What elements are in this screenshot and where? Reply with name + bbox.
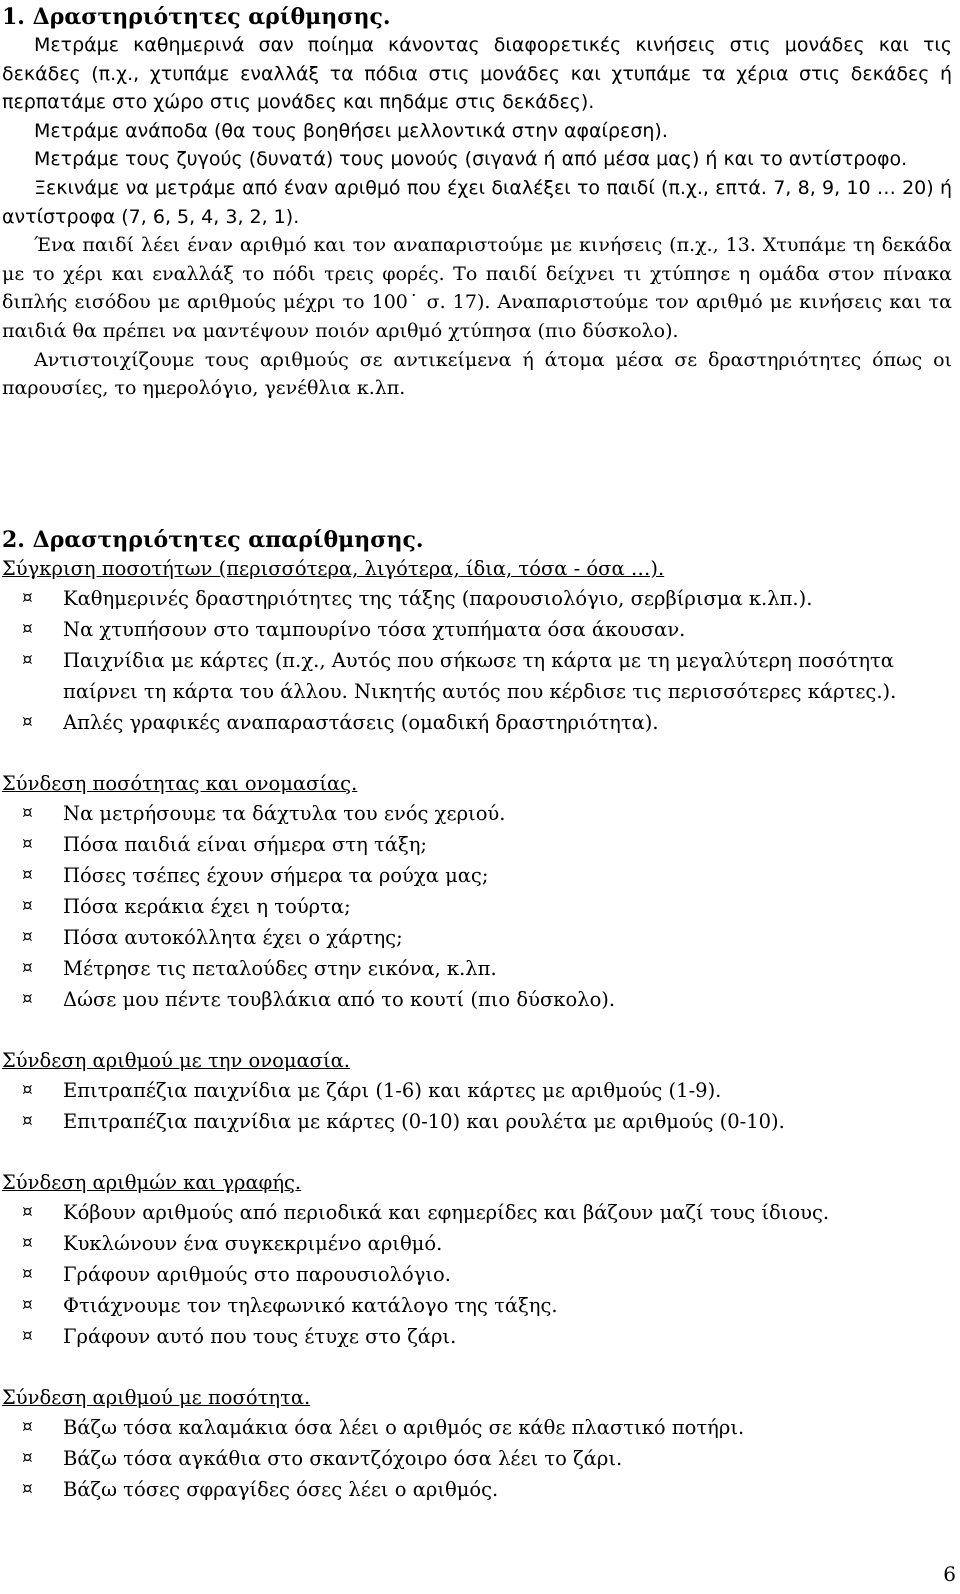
paragraph: Μετράμε ανάποδα (θα τους βοηθήσει μελλοντικά στην αφαίρεση). — [34, 119, 668, 142]
list-item — [2, 1075, 952, 1106]
bullet-icon: ¤ — [22, 1448, 33, 1468]
section-enumeration — [2, 527, 952, 1505]
paragraph: Μετράμε καθημερινά σαν ποίημα κάνοντας διαφορετικές κινήσεις στις μονάδες και τις δεκάδες (π.χ., χτυπάμε εναλλάξ τα πόδια στις μονάδες και χτυπάμε τα χέρια στις δεκάδες ή περπατάμε στο χώρο στις μονάδες και πηδάμε στις δεκάδες). — [2, 34, 952, 114]
list-item — [2, 1197, 952, 1228]
bullet-icon: ¤ — [22, 650, 33, 670]
list-item — [2, 798, 952, 829]
section-heading: 1. Δραστηριότητες αρίθμησης. — [2, 4, 391, 30]
bullet-icon: ¤ — [22, 1264, 33, 1284]
spacer — [2, 738, 952, 769]
list-item — [2, 860, 952, 891]
bullet-icon: ¤ — [22, 1233, 33, 1253]
list-item-text: Δώσε μου πέντε τουβλάκια από το κουτί (πιο δύσκολο). — [63, 988, 616, 1011]
list-item-text: Μέτρησε τις πεταλούδες στην εικόνα, κ.λπ. — [63, 957, 497, 980]
bullet-icon: ¤ — [22, 1111, 33, 1131]
list-item-text: Κυκλώνουν ένα συγκεκριμένο αριθμό. — [63, 1232, 443, 1255]
list-item-text: Να χτυπήσουν στο ταμπουρίνο τόσα χτυπήματα όσα άκουσαν. — [63, 618, 686, 641]
bullet-icon: ¤ — [22, 865, 33, 885]
bullet-icon: ¤ — [22, 896, 33, 916]
subsection-title: Σύνδεση ποσότητας και ονομασίας. — [2, 772, 358, 795]
list-item — [2, 645, 952, 707]
bullet-icon: ¤ — [22, 1295, 33, 1315]
bullet-icon: ¤ — [22, 927, 33, 947]
list-item — [2, 984, 952, 1015]
bullet-icon: ¤ — [22, 1417, 33, 1437]
list-item-text: Φτιάχνουμε τον τηλεφωνικό κατάλογο της τάξης. — [63, 1294, 558, 1317]
bullet-icon: ¤ — [22, 803, 33, 823]
bullet-icon: ¤ — [22, 1479, 33, 1499]
bullet-list — [2, 1075, 952, 1137]
bullet-list — [2, 1412, 952, 1505]
list-item — [2, 1474, 952, 1505]
section-counting — [2, 4, 952, 403]
list-item — [2, 829, 952, 860]
bullet-icon: ¤ — [22, 588, 33, 608]
list-item-text: Παιχνίδια με κάρτες (π.χ., Αυτός που σήκωσε τη κάρτα με τη μεγαλύτερη ποσότητα παίρνει τη κάρτα του άλλου. Νικητής αυτός που κέρδισε τις περισσότερες κάρτες.). — [63, 649, 897, 703]
bullet-icon: ¤ — [22, 1202, 33, 1222]
list-item-text: Καθημερινές δραστηριότητες της τάξης (παρουσιολόγιο, σερβίρισμα κ.λπ.). — [63, 587, 813, 610]
spacer — [2, 1352, 952, 1383]
bullet-icon: ¤ — [22, 712, 33, 732]
bullet-list — [2, 583, 952, 738]
list-item-text: Απλές γραφικές αναπαραστάσεις (ομαδική δραστηριότητα). — [63, 711, 659, 734]
list-item — [2, 1443, 952, 1474]
list-item-text: Γράφουν αριθμούς στο παρουσιολόγιο. — [63, 1263, 451, 1286]
bullet-list — [2, 1197, 952, 1352]
bullet-icon: ¤ — [22, 958, 33, 978]
list-item-text: Πόσες τσέπες έχουν σήμερα τα ρούχα μας; — [63, 864, 489, 887]
list-item — [2, 583, 952, 614]
list-item — [2, 1290, 952, 1321]
subsection-title: Σύνδεση αριθμού με την ονομασία. — [2, 1049, 351, 1072]
list-item — [2, 707, 952, 738]
list-item-text: Γράφουν αυτό που τους έτυχε στο ζάρι. — [63, 1325, 457, 1348]
bullet-icon: ¤ — [22, 989, 33, 1009]
list-item — [2, 1106, 952, 1137]
page-number: 6 — [943, 1562, 956, 1586]
subsection-title: Σύγκριση ποσοτήτων (περισσότερα, λιγότερα, ίδια, τόσα - όσα …). — [2, 557, 665, 580]
section-heading: 2. Δραστηριότητες απαρίθμησης. — [2, 527, 424, 553]
list-item — [2, 891, 952, 922]
bullet-list — [2, 798, 952, 1015]
list-item-text: Πόσα παιδιά είναι σήμερα στη τάξη; — [63, 833, 427, 856]
list-item-text: Επιτραπέζια παιχνίδια με κάρτες (0-10) και ρουλέτα με αριθμούς (0-10). — [63, 1110, 785, 1133]
subsection-title: Σύνδεση αριθμού με ποσότητα. — [2, 1386, 311, 1409]
list-item-text: Πόσα κεράκια έχει η τούρτα; — [63, 895, 351, 918]
list-item — [2, 1412, 952, 1443]
list-item — [2, 1259, 952, 1290]
paragraph: Μετράμε τους ζυγούς (δυνατά) τους μονούς (σιγανά ή από μέσα μας) ή και το αντίστροφο. — [34, 148, 908, 171]
bullet-icon: ¤ — [22, 619, 33, 639]
paragraph: Ένα παιδί λέει έναν αριθμό και τον αναπαριστούμε με κινήσεις (π.χ., 13. Χτυπάμε τη δεκάδα με το χέρι και εναλλάξ το πόδι τρεις φορές. Το παιδί δείχνει τι χτύπησε η ομάδα στον πίνακα διπλής εισόδου με αριθμούς μέχρι το 100˙ σ. 17). Αναπαριστούμε τον αριθμό με κινήσεις και τα παιδιά θα πρέπει να μαντέψουν ποιόν αριθμό χτύπησα (πιο δύσκολο). — [2, 234, 952, 342]
spacer — [2, 1015, 952, 1046]
list-item-text: Βάζω τόσα καλαμάκια όσα λέει ο αριθμός σε κάθε πλαστικό ποτήρι. — [63, 1416, 745, 1439]
list-item-text: Βάζω τόσες σφραγίδες όσες λέει ο αριθμός. — [63, 1478, 499, 1501]
list-item-text: Βάζω τόσα αγκάθια στο σκαντζόχοιρο όσα λέει το ζάρι. — [63, 1447, 623, 1470]
spacer — [2, 1137, 952, 1168]
list-item-text: Κόβουν αριθμούς από περιοδικά και εφημερίδες και βάζουν μαζί τους ίδιους. — [63, 1201, 830, 1224]
bullet-icon: ¤ — [22, 834, 33, 854]
list-item — [2, 922, 952, 953]
list-item-text: Πόσα αυτοκόλλητα έχει ο χάρτης; — [63, 926, 403, 949]
bullet-icon: ¤ — [22, 1080, 33, 1100]
paragraph: Ξεκινάμε να μετράμε από έναν αριθμό που έχει διαλέξει το παιδί (π.χ., επτά. 7, 8, 9, 10 … 20) ή αντίστροφα (7, 6, 5, 4, 3, 2, 1). — [2, 176, 952, 228]
paragraph: Αντιστοιχίζουμε τους αριθμούς σε αντικείμενα ή άτομα μέσα σε δραστηριότητες όπως οι παρουσίες, το ημερολόγιο, γενέθλια κ.λπ. — [2, 348, 952, 400]
list-item — [2, 1321, 952, 1352]
list-item-text: Επιτραπέζια παιχνίδια με ζάρι (1-6) και κάρτες με αριθμούς (1-9). — [63, 1079, 722, 1102]
list-item-text: Να μετρήσουμε τα δάχτυλα του ενός χεριού. — [63, 802, 506, 825]
bullet-icon: ¤ — [22, 1326, 33, 1346]
subsection-title: Σύνδεση αριθμών και γραφής. — [2, 1171, 302, 1194]
list-item — [2, 614, 952, 645]
list-item — [2, 1228, 952, 1259]
list-item — [2, 953, 952, 984]
